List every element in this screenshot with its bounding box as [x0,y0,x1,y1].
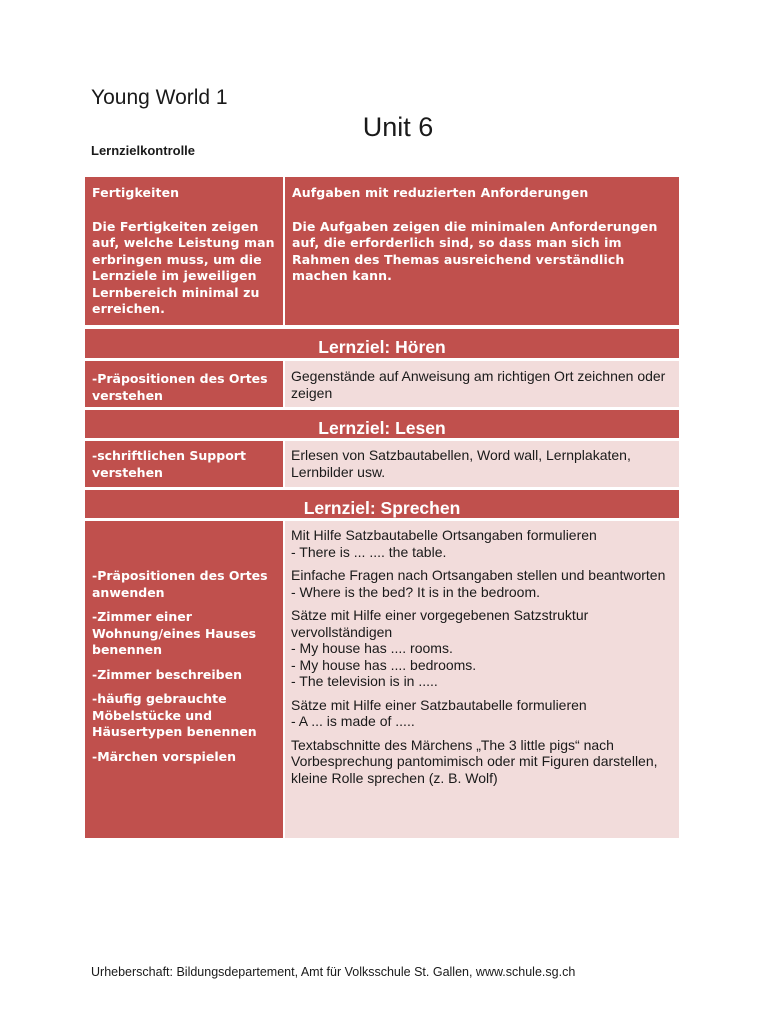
skill-cell-lesen [85,441,283,487]
task-cell-sprechen [285,521,679,838]
skill-cell-sprechen [85,521,283,838]
task-line: - My house has .... rooms. [291,640,453,656]
header-cell-skills [85,177,283,325]
task-line: Sätze mit Hilfe einer vorgegebenen Satzstruktur vervollständigen [291,607,589,640]
copyright-footer: Urheberschaft: Bildungsdepartement, Amt für Volksschule St. Gallen, www.schule.sg.ch [91,965,576,979]
task-line: - Where is the bed? It is in the bedroom. [291,583,541,600]
task-line: - My house has .... bedrooms. [291,656,477,673]
task-line: - The television is in ..... [291,673,438,689]
task-line: - There is ... .... the table. [291,543,447,560]
skill-item: -Präpositionen des Ortes anwenden [92,568,268,600]
header-tasks-title: Aufgaben mit reduzierten Anforderungen [292,185,589,200]
task-text-lesen: Erlesen von Satzbautabellen, Word wall, Lernplakaten, Lernbilder usw. [291,447,631,480]
document-subtitle: Lernzielkontrolle [91,143,196,158]
skill-item: -häufig gebrauchte Möbelstücke und Häusertypen benennen [92,691,257,739]
task-text-hoeren: Gegenstände auf Anweisung am richtigen Ort zeichnen oder zeigen [291,368,666,401]
task-cell-lesen [285,441,679,487]
section-header-sprechen: Lernziel: Sprechen [85,490,679,518]
skill-item: -Zimmer beschreiben [92,666,243,682]
skill-item: -Zimmer einer Wohnung/eines Hauses benennen [92,609,257,657]
section-header-hoeren: Lernziel: Hören [85,329,679,358]
skill-item: -Märchen vorspielen [92,748,236,764]
skill-text-hoeren: -Präpositionen des Ortes verstehen [92,371,268,403]
task-line: - A ... is made of ..... [291,713,415,729]
task-line: Sätze mit Hilfe einer Satzbautabelle formulieren [291,696,587,713]
task-cell-hoeren [285,361,679,407]
task-line: Textabschnitte des Märchens „The 3 little pigs“ nach Vorbesprechung pantomimisch oder mit Figuren darstellen, kleine Rolle sprechen (z. B. Wolf) [291,736,658,786]
book-title: Young World 1 [91,86,228,109]
task-line: Mit Hilfe Satzbautabelle Ortsangaben formulieren [291,527,597,543]
task-line: Einfache Fragen nach Ortsangaben stellen und beantworten [291,567,666,583]
header-cell-tasks [285,177,679,325]
unit-title: Unit 6 [362,112,434,142]
header-skills-title: Fertigkeiten [92,185,180,200]
skill-text-lesen: -schriftlichen Support verstehen [92,448,246,480]
header-skills-text: Die Fertigkeiten zeigen auf, welche Leistung man erbringen muss, um die Lernziele im jeweiligen Lernbereich minimal zu erreichen. [92,218,275,316]
header-tasks-text: Die Aufgaben zeigen die minimalen Anforderungen auf, die erforderlich sind, so dass man sich im Rahmen des Themas ausreichend verständlich machen kann. [292,218,658,283]
skill-cell-hoeren [85,361,283,407]
section-header-lesen: Lernziel: Lesen [85,410,679,438]
